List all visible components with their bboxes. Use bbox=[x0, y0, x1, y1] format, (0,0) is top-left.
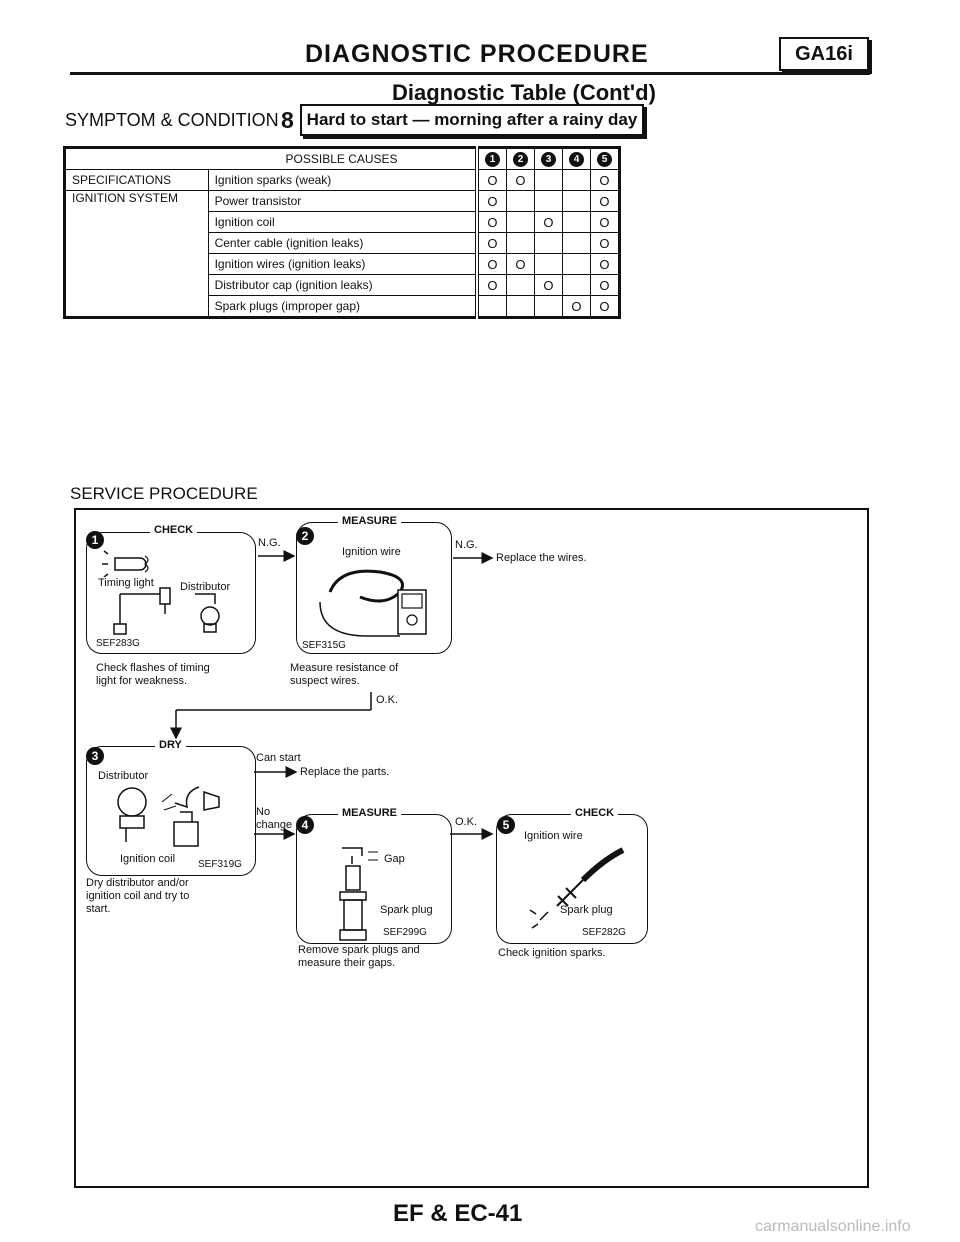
column-number-4: 4 bbox=[562, 148, 590, 170]
step4-caption-2: measure their gaps. bbox=[298, 957, 396, 969]
gap-label: Gap bbox=[384, 853, 405, 865]
step1-caption-2: light for weakness. bbox=[96, 675, 188, 687]
step3-number: 3 bbox=[86, 747, 104, 765]
ng1-label: N.G. bbox=[258, 537, 281, 549]
column-number-1: 1 bbox=[477, 148, 507, 170]
can-start-label: Can start bbox=[256, 752, 301, 764]
table-cell: O bbox=[534, 212, 562, 233]
step5-number: 5 bbox=[497, 816, 515, 834]
table-cell: O bbox=[590, 296, 619, 318]
step5-code: SEF282G bbox=[582, 927, 626, 938]
table-cell: O bbox=[477, 191, 507, 212]
step3-tag: DRY bbox=[155, 739, 186, 751]
column-number-5: 5 bbox=[590, 148, 619, 170]
step3-caption-1: Dry distributor and/or bbox=[86, 877, 189, 889]
table-cell: O bbox=[477, 254, 507, 275]
replace-parts-label: Replace the parts. bbox=[300, 766, 390, 778]
cause-label: Spark plugs (improper gap) bbox=[208, 296, 477, 318]
watermark: carmanualsonline.info bbox=[755, 1218, 911, 1235]
table-cell: O bbox=[562, 296, 590, 318]
table-cell: O bbox=[534, 275, 562, 296]
dryer-illustration bbox=[104, 782, 250, 854]
step4-tag: MEASURE bbox=[338, 807, 401, 819]
step2-code: SEF315G bbox=[302, 640, 346, 651]
column-number-2: 2 bbox=[506, 148, 534, 170]
step3-distributor-label: Distributor bbox=[98, 770, 149, 782]
page-number: EF & EC-41 bbox=[393, 1200, 523, 1227]
table-cell: O bbox=[506, 170, 534, 191]
step1-caption-1: Check flashes of timing bbox=[96, 662, 210, 674]
ng2-label: N.G. bbox=[455, 539, 478, 551]
table-cell: O bbox=[590, 191, 619, 212]
table-cell: O bbox=[506, 254, 534, 275]
step5-spark-plug-label: Spark plug bbox=[560, 904, 613, 916]
table-cell: O bbox=[477, 275, 507, 296]
ok4-label: O.K. bbox=[455, 816, 478, 828]
step3-caption-2: ignition coil and try to bbox=[86, 890, 190, 902]
ok2-label: O.K. bbox=[376, 694, 399, 706]
symptom-description: Hard to start — morning after a rainy day bbox=[300, 104, 644, 136]
symptom-number: 8 bbox=[281, 107, 294, 133]
cause-label: Distributor cap (ignition leaks) bbox=[208, 275, 477, 296]
spark-plug-gap-illustration bbox=[330, 838, 390, 942]
table-cell: O bbox=[590, 170, 619, 191]
service-procedure-heading: SERVICE PROCEDURE bbox=[70, 484, 258, 503]
step4-code: SEF299G bbox=[383, 927, 427, 938]
cause-label: Ignition sparks (weak) bbox=[208, 170, 477, 191]
cause-label: Power transistor bbox=[208, 191, 477, 212]
cause-label: Ignition wires (ignition leaks) bbox=[208, 254, 477, 275]
step5-ignition-wire-label: Ignition wire bbox=[524, 830, 583, 842]
cause-label: Ignition coil bbox=[208, 212, 477, 233]
engine-badge: GA16i bbox=[779, 37, 869, 71]
step1-code: SEF283G bbox=[96, 638, 140, 649]
step2-tag: MEASURE bbox=[338, 515, 401, 527]
page-subtitle: Diagnostic Table (Cont'd) bbox=[392, 80, 656, 105]
step5-tag: CHECK bbox=[571, 807, 618, 819]
table-cell: O bbox=[477, 170, 507, 191]
step2-number: 2 bbox=[296, 527, 314, 545]
cause-label: Center cable (ignition leaks) bbox=[208, 233, 477, 254]
step3-caption-3: start. bbox=[86, 903, 111, 915]
change-label: change bbox=[256, 819, 293, 831]
table-cell: O bbox=[590, 254, 619, 275]
step3-code: SEF319G bbox=[198, 859, 242, 870]
ohmmeter-illustration bbox=[310, 562, 444, 642]
step2-caption-2: suspect wires. bbox=[290, 675, 360, 687]
ignition-wire-label: Ignition wire bbox=[342, 546, 401, 558]
step3-ignition-coil-label: Ignition coil bbox=[120, 853, 176, 865]
column-number-3: 3 bbox=[534, 148, 562, 170]
step1-number: 1 bbox=[86, 531, 104, 549]
step4-spark-plug-label: Spark plug bbox=[380, 904, 433, 916]
no-label: No bbox=[256, 806, 271, 818]
timing-light-illustration bbox=[100, 548, 250, 640]
table-cell: O bbox=[590, 233, 619, 254]
section-label: SPECIFICATIONS bbox=[65, 170, 209, 191]
symptom-label: SYMPTOM & CONDITION bbox=[65, 110, 279, 130]
step1-tag: CHECK bbox=[150, 524, 197, 536]
table-cell: O bbox=[477, 233, 507, 254]
replace-wires-label: Replace the wires. bbox=[496, 552, 587, 564]
step4-caption-1: Remove spark plugs and bbox=[298, 944, 420, 956]
distributor-label: Distributor bbox=[180, 581, 231, 593]
table-cell: O bbox=[477, 212, 507, 233]
page-title: DIAGNOSTIC PROCEDURE bbox=[305, 40, 649, 68]
step2-caption-1: Measure resistance of bbox=[290, 662, 399, 674]
step4-number: 4 bbox=[296, 816, 314, 834]
table-cell: O bbox=[590, 275, 619, 296]
possible-causes-header: POSSIBLE CAUSES bbox=[208, 148, 477, 170]
table-cell: O bbox=[590, 212, 619, 233]
spark-check-illustration bbox=[508, 846, 640, 932]
timing-light-label: Timing light bbox=[98, 577, 154, 589]
step5-caption-1: Check ignition sparks. bbox=[498, 947, 606, 959]
section-label: IGNITION SYSTEM bbox=[65, 191, 209, 318]
